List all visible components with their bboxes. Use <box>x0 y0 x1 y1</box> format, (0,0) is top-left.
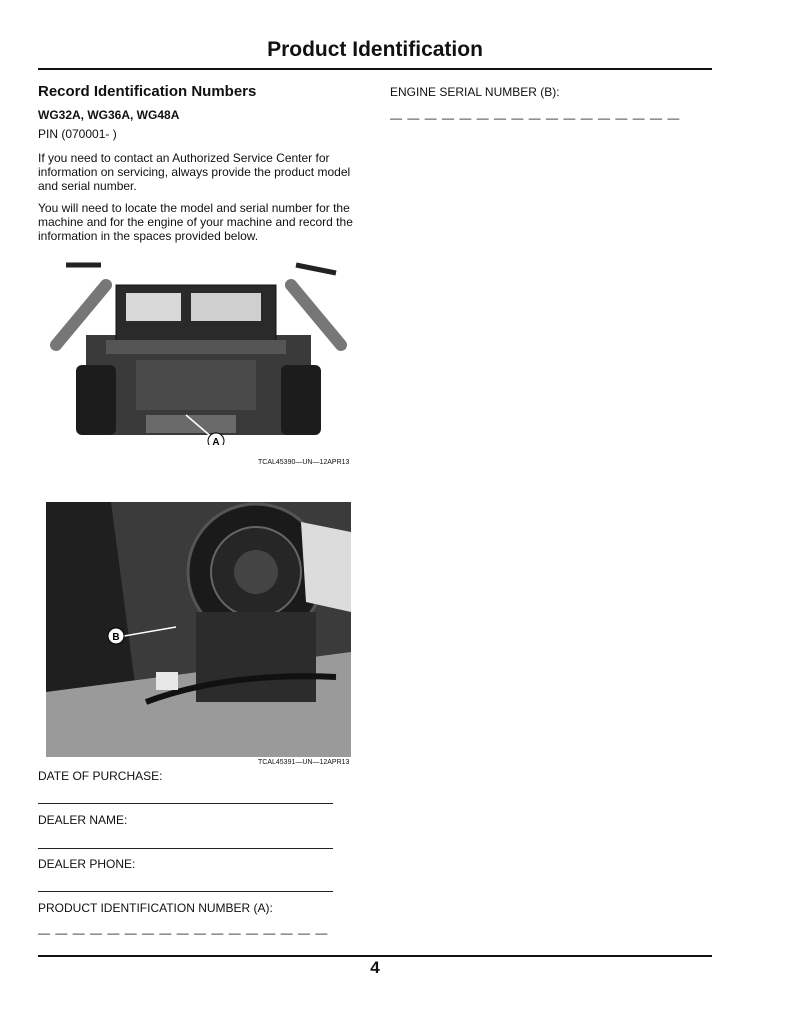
footer-rule <box>38 955 712 957</box>
machine-photo <box>46 255 351 445</box>
pin-entry-dashes[interactable]: — — — — — — — — — — — — — — — — — <box>38 926 329 940</box>
figure2-caption: TCAL45391—UN—12APR13 <box>258 759 350 766</box>
model-list: WG32A, WG36A, WG48A <box>38 108 180 122</box>
engine-serial-label: ENGINE SERIAL NUMBER (B): <box>390 85 560 99</box>
engine-photo <box>46 502 351 757</box>
page-title: Product Identification <box>267 38 483 61</box>
page-number: 4 <box>370 958 380 977</box>
dealer-phone-line[interactable] <box>38 891 333 892</box>
date-of-purchase-label: DATE OF PURCHASE: <box>38 769 163 783</box>
dealer-phone-label: DEALER PHONE: <box>38 857 136 871</box>
section-heading: Record Identification Numbers <box>38 83 257 100</box>
left-column <box>38 83 363 251</box>
header-rule <box>38 68 712 70</box>
figure1-caption: TCAL45390—UN—12APR13 <box>258 459 350 466</box>
pin-range: PIN (070001- ) <box>38 127 117 141</box>
paragraph-locate-numbers: You will need to locate the model and serial number for the machine and for the engine of your machine and record the information in the spaces provided below. <box>38 201 353 243</box>
date-of-purchase-line[interactable] <box>38 803 333 804</box>
dealer-name-label: DEALER NAME: <box>38 813 128 827</box>
engine-illustration <box>46 502 351 757</box>
callout-a: A <box>212 437 220 445</box>
dealer-name-line[interactable] <box>38 848 333 849</box>
engine-serial-dashes[interactable]: — — — — — — — — — — — — — — — — — <box>390 111 681 125</box>
callout-b: B <box>112 632 120 643</box>
machine-illustration <box>46 255 351 445</box>
paragraph-service-center: If you need to contact an Authorized Service Center for information on servicing, always provide the product model and serial number. <box>38 151 351 193</box>
pin-label: PRODUCT IDENTIFICATION NUMBER (A): <box>38 901 273 915</box>
